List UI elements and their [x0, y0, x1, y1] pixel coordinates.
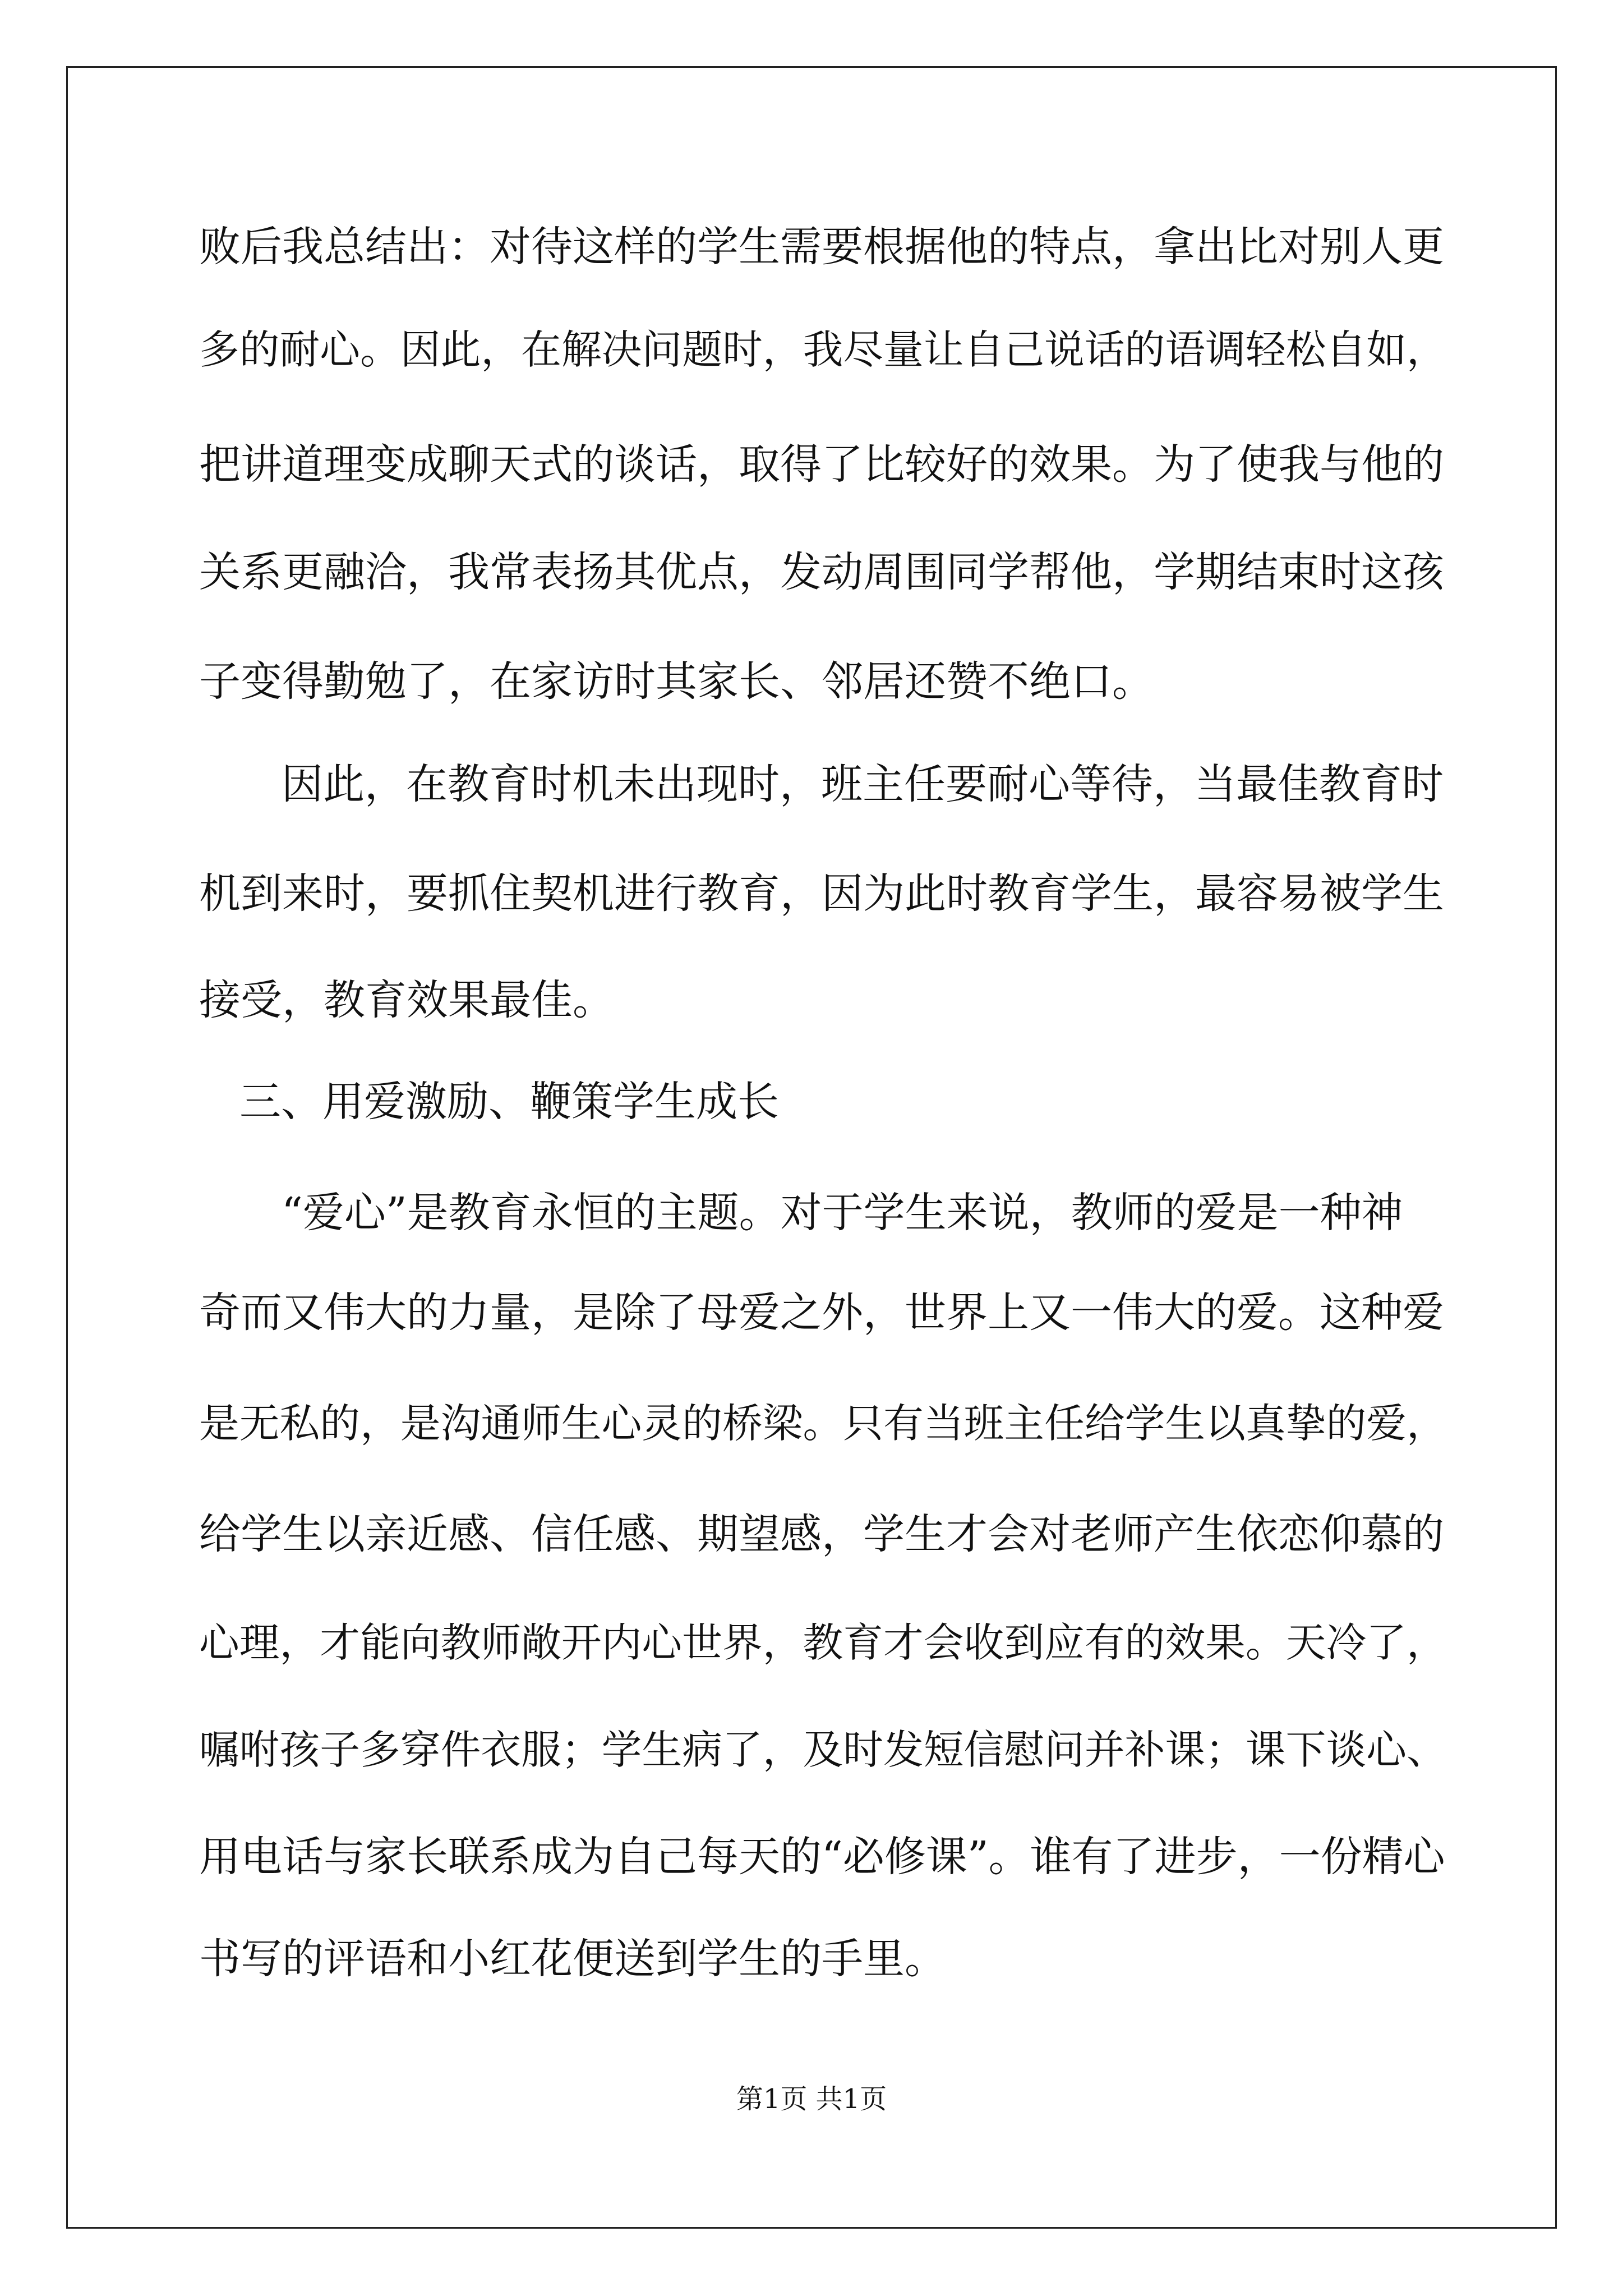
text-line-5: 子变得勤勉了，在家访时其家长、邻居还赞不绝口。	[199, 657, 1154, 706]
text-line-7: 机到来时，要抓住契机进行教育，因为此时教育学生，最容易被学生	[199, 869, 1444, 918]
text-line-3: 把讲道理变成聊天式的谈话，取得了比较好的效果。为了使我与他的	[199, 440, 1444, 489]
text-line-4: 关系更融洽，我常表扬其优点，发动周围同学帮他，学期结束时这孩	[199, 548, 1444, 596]
section-heading: 三、用爱激励、鞭策学生成长	[239, 1078, 779, 1126]
text-line-17: 书写的评语和小红花便送到学生的手里。	[199, 1935, 946, 1983]
page-border	[66, 66, 1557, 2229]
text-line-11: 奇而又伟大的力量，是除了母爱之外，世界上又一伟大的爱。这种爱	[199, 1289, 1444, 1337]
text-line-14: 心理，才能向教师敞开内心世界，教育才会收到应有的效果。天冷了，	[199, 1619, 1447, 1666]
text-line-15: 嘱咐孩子多穿件衣服；学生病了，及时发短信慰问并补课；课下谈心、	[199, 1726, 1447, 1773]
text-line-12: 是无私的，是沟通师生心灵的桥梁。只有当班主任给学生以真挚的爱，	[199, 1400, 1447, 1447]
text-line-1: 败后我总结出：对待这样的学生需要根据他的特点，拿出比对别人更	[199, 223, 1444, 271]
paragraph-start-line: 因此，在教育时机未出现时，班主任要耐心等待，当最佳教育时	[282, 760, 1444, 808]
text-line-8: 接受，教育效果最佳。	[199, 976, 614, 1024]
paragraph-start-line-2: “爱心”是教育永恒的主题。对于学生来说，教师的爱是一种神	[282, 1189, 1403, 1237]
text-line-13: 给学生以亲近感、信任感、期望感，学生才会对老师产生依恋仰慕的	[199, 1510, 1444, 1558]
page-number-footer: 第1页 共1页	[736, 2083, 887, 2115]
text-line-2: 多的耐心。因此，在解决问题时，我尽量让自己说话的语调轻松自如，	[199, 326, 1447, 373]
text-line-16: 用电话与家长联系成为自己每天的“必修课”。谁有了进步，一份精心	[199, 1833, 1445, 1881]
